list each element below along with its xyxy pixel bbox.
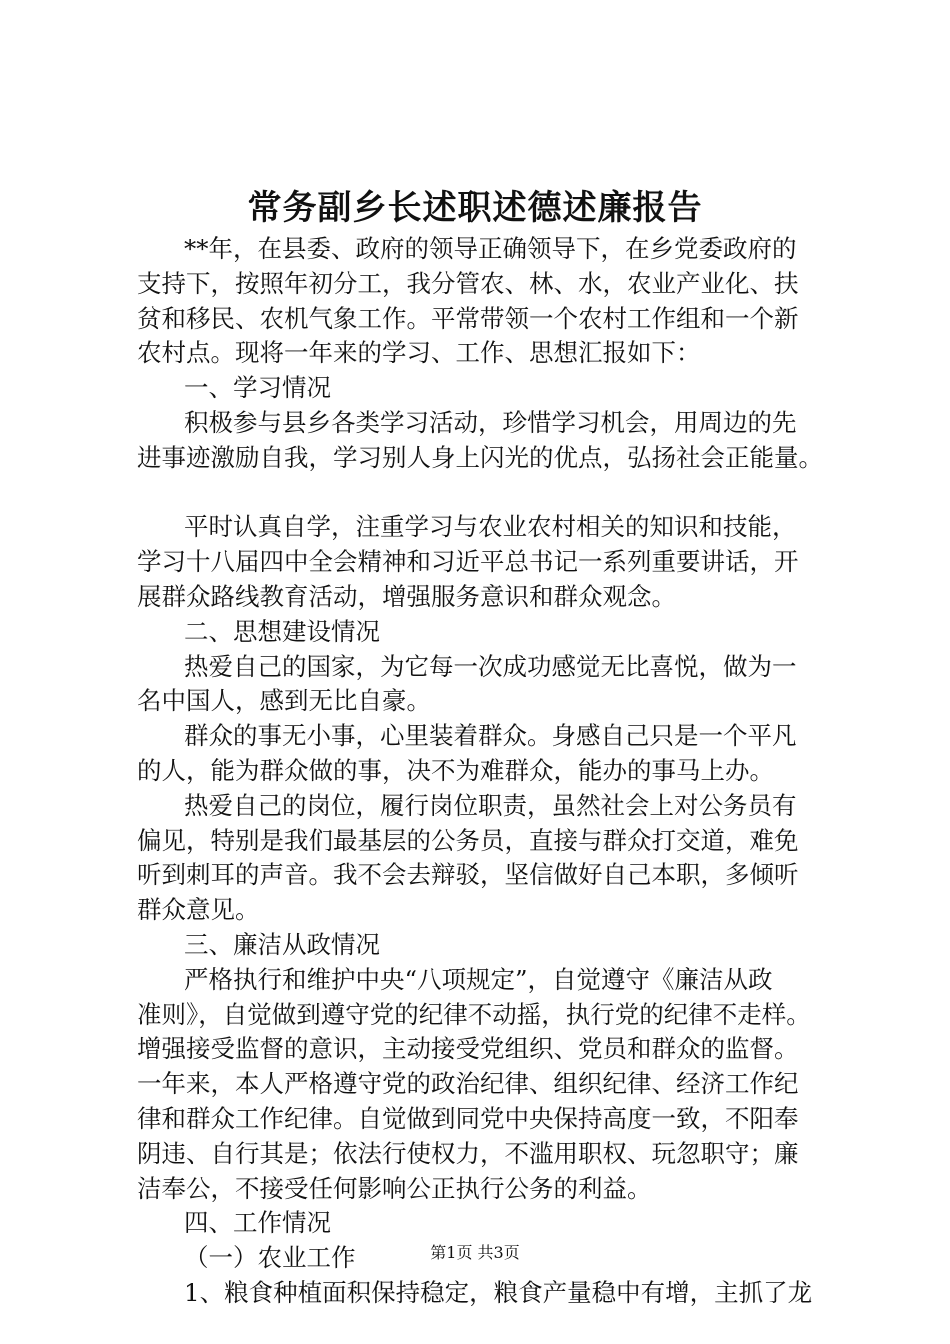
paragraph-line: 进事迹激励自我，学习别人身上闪光的优点，弘扬社会正能量。 bbox=[137, 442, 823, 472]
paragraph-line: 群众意见。 bbox=[137, 895, 260, 925]
paragraph-line: 农村点。现将一年来的学习、工作、思想汇报如下： bbox=[137, 338, 701, 368]
paragraph-line: **年，在县委、政府的领导正确领导下，在乡党委政府的 bbox=[184, 234, 797, 263]
paragraph-line: 平时认真自学，注重学习与农业农村相关的知识和技能， bbox=[184, 512, 797, 542]
blank-line bbox=[137, 476, 837, 511]
paragraph-line: 一年来，本人严格遵守党的政治纪律、组织纪律、经济工作纪 bbox=[137, 1069, 799, 1099]
paragraph-line: 1、粮食种植面积保持稳定，粮食产量稳中有增，主抓了龙 bbox=[184, 1277, 813, 1307]
paragraph-line: 严格执行和维护中央“八项规定”，自觉遵守《廉洁从政 bbox=[184, 964, 773, 994]
paragraph-line: 偏见，特别是我们最基层的公务员，直接与群众打交道，难免 bbox=[137, 825, 799, 855]
paragraph-line: 的人，能为群众做的事，决不为难群众，能办的事马上办。 bbox=[137, 755, 774, 785]
paragraph-line: 洁奉公，不接受任何影响公正执行公务的利益。 bbox=[137, 1173, 652, 1203]
paragraph-line: 贫和移民、农机气象工作。平常带领一个农村工作组和一个新 bbox=[137, 303, 799, 333]
paragraph-line: 律和群众工作纪律。自觉做到同党中央保持高度一致，不阳奉 bbox=[137, 1103, 799, 1133]
document-title: 常务副乡长述职述德述廉报告 bbox=[247, 188, 703, 228]
subsection-heading: （一）农业工作 bbox=[184, 1243, 356, 1273]
paragraph-line: 名中国人，感到无比自豪。 bbox=[137, 686, 431, 716]
paragraph-line: 学习十八届四中全会精神和习近平总书记一系列重要讲话，开 bbox=[137, 547, 799, 577]
paragraph-line: 积极参与县乡各类学习活动，珍惜学习机会，用周边的先 bbox=[184, 407, 797, 437]
section-heading: 四、工作情况 bbox=[184, 1208, 331, 1238]
paragraph-line: 热爱自己的岗位，履行岗位职责，虽然社会上对公务员有 bbox=[184, 790, 797, 820]
section-heading: 三、廉洁从政情况 bbox=[184, 929, 380, 959]
paragraph-line: 增强接受监督的意识，主动接受党组织、党员和群众的监督。 bbox=[137, 1034, 799, 1064]
paragraph-line: 支持下，按照年初分工，我分管农、林、水，农业产业化、扶 bbox=[137, 268, 799, 298]
page-footer: 第1页 共3页 bbox=[430, 1243, 520, 1262]
paragraph-line: 展群众路线教育活动，增强服务意识和群众观念。 bbox=[137, 581, 676, 611]
paragraph-line: 热爱自己的国家，为它每一次成功感觉无比喜悦，做为一 bbox=[184, 651, 797, 681]
section-heading: 二、思想建设情况 bbox=[184, 616, 380, 646]
document-body bbox=[137, 232, 837, 1311]
paragraph-line: 阴违、自行其是；依法行使权力，不滥用职权、玩忽职守；廉 bbox=[137, 1138, 799, 1168]
paragraph-line: 听到刺耳的声音。我不会去辩驳，坚信做好自己本职，多倾听 bbox=[137, 860, 799, 890]
section-heading: 一、学习情况 bbox=[184, 373, 331, 403]
paragraph-line: 准则》，自觉做到遵守党的纪律不动摇，执行党的纪律不走样。 bbox=[137, 999, 811, 1029]
paragraph-line: 群众的事无小事，心里装着群众。身感自己只是一个平凡 bbox=[184, 721, 797, 751]
